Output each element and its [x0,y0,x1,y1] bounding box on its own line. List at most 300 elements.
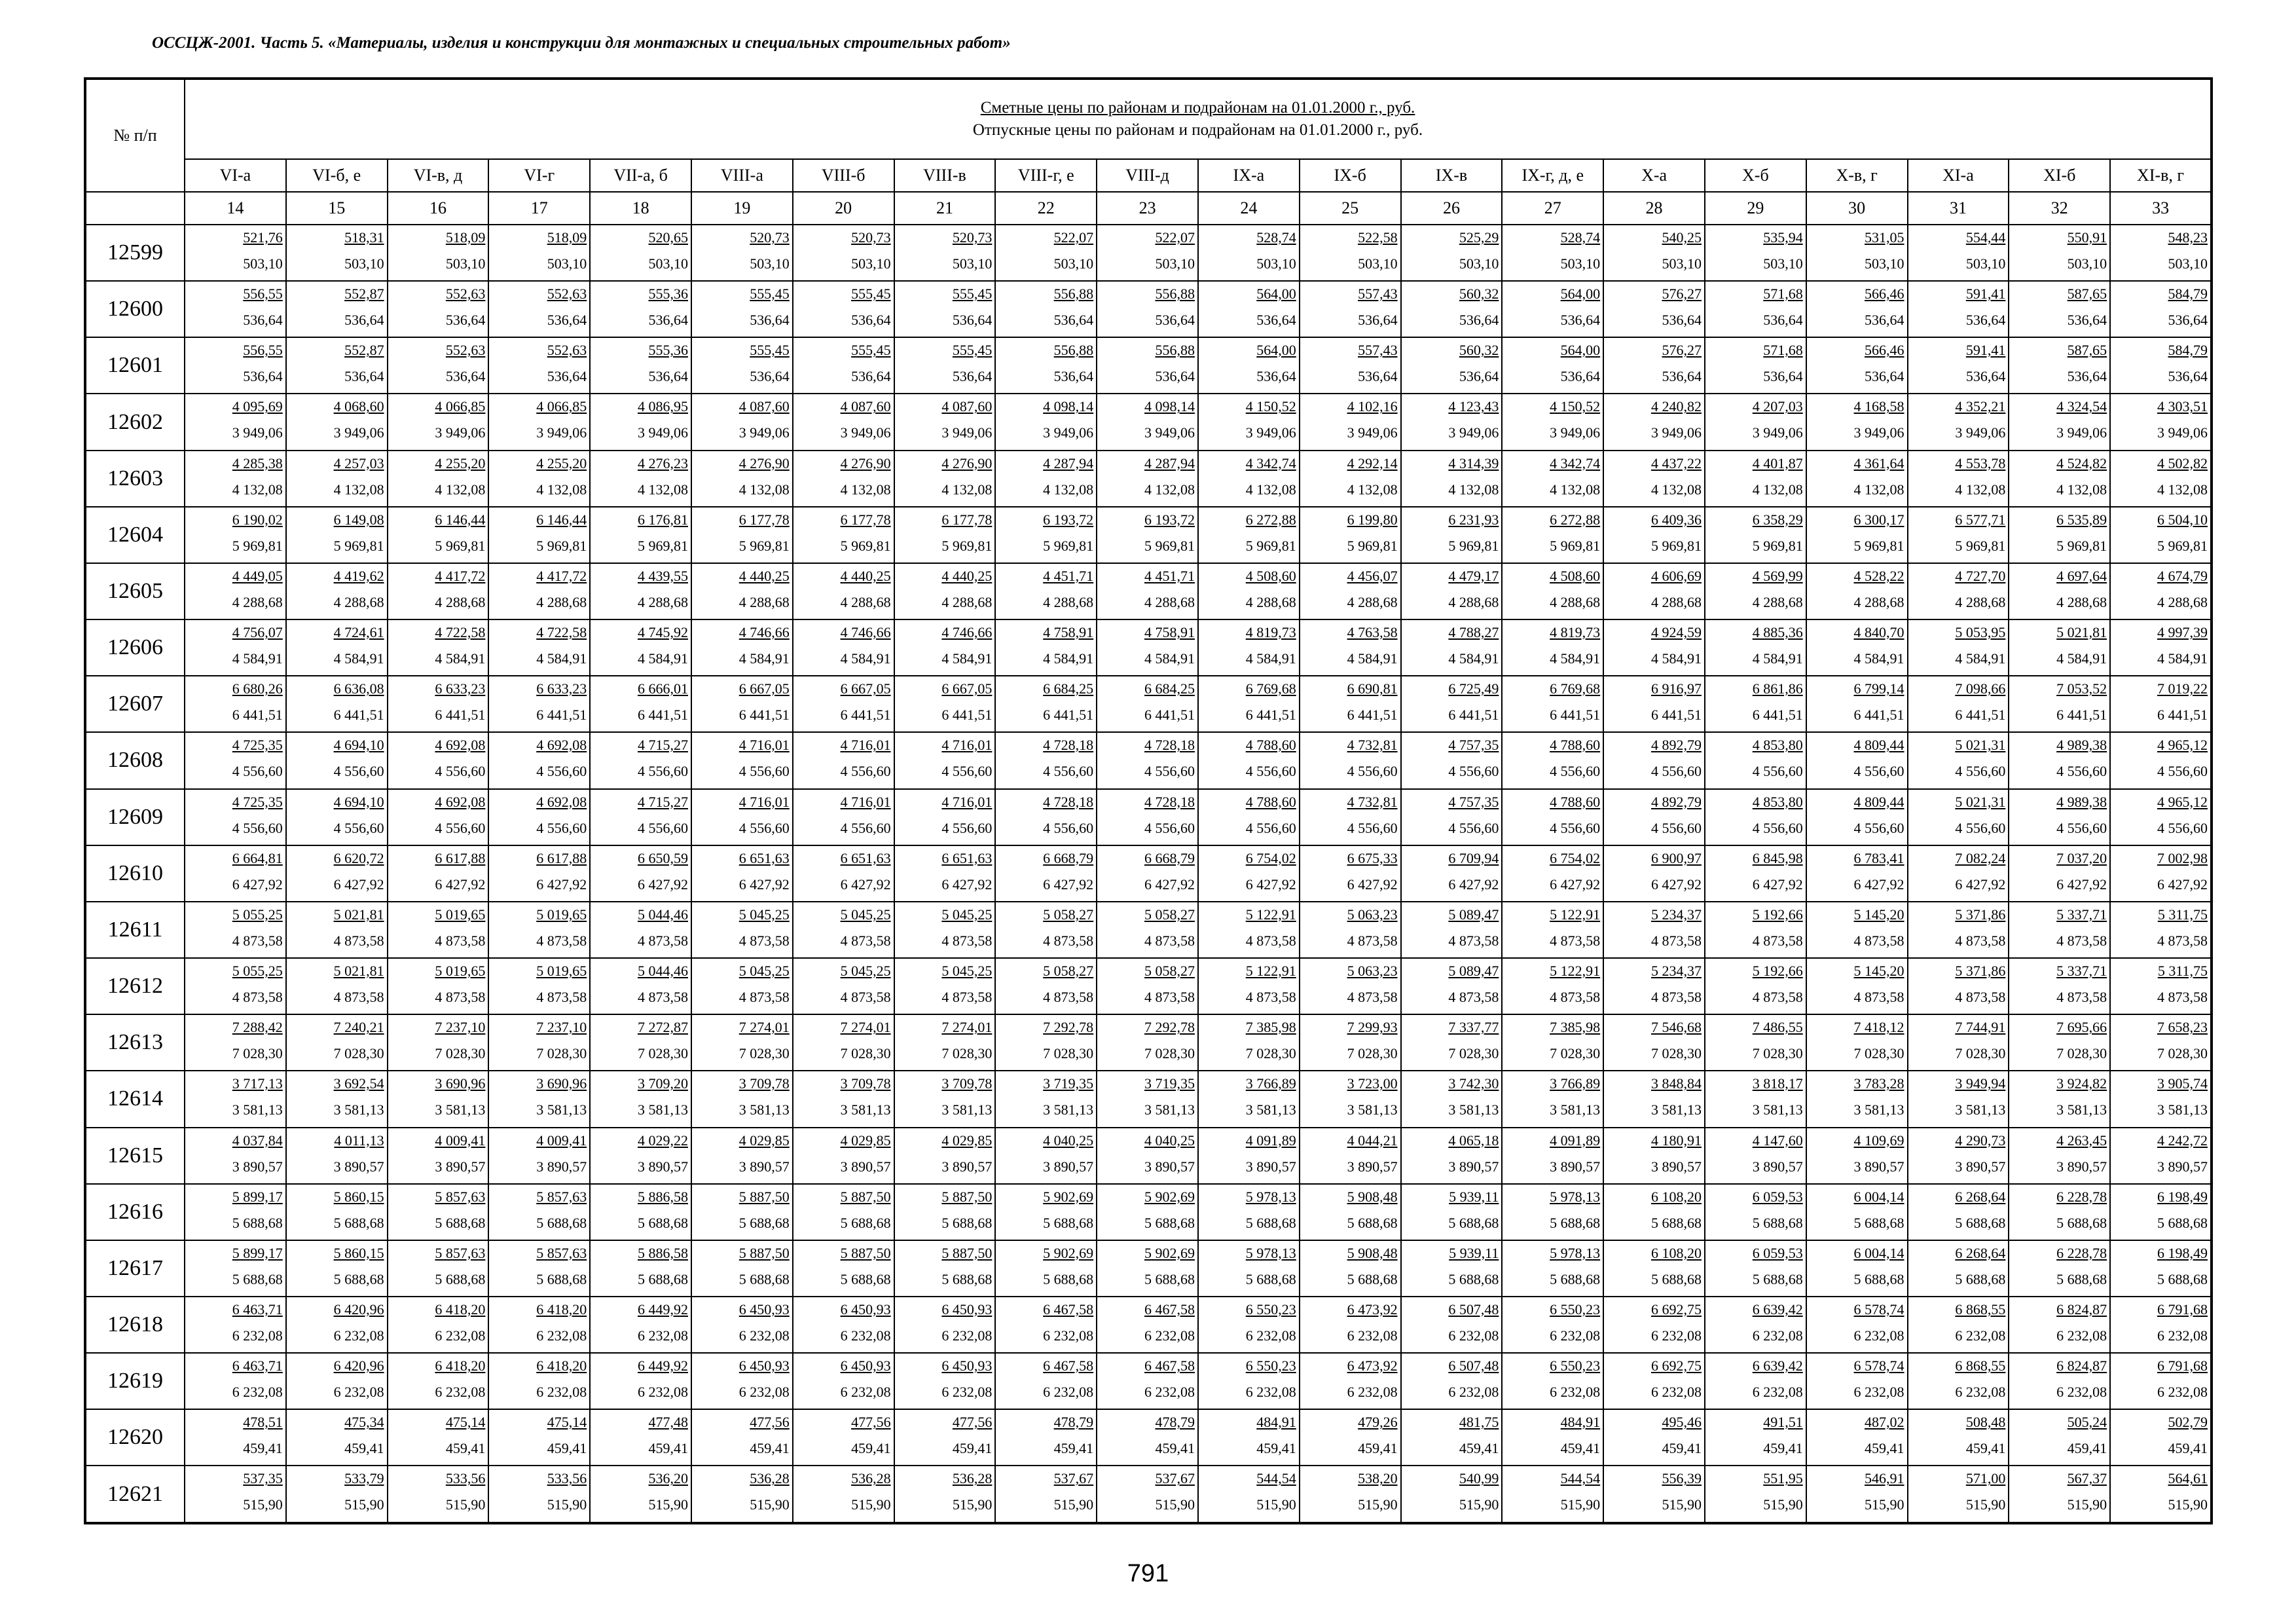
price-cell [995,1409,1097,1466]
price-cell [388,958,489,1014]
table-row [85,1240,2212,1297]
estimated-price: 5 021,81 [333,906,384,923]
price-cell [894,958,996,1014]
column-number: 27 [1502,192,1603,225]
estimated-price: 4 417,72 [536,567,587,584]
release-price: 4 288,68 [840,593,891,610]
release-price: 536,64 [648,312,688,329]
estimated-price: 555,45 [851,342,891,359]
release-price: 6 427,92 [941,876,993,893]
estimated-price: 4 722,58 [435,624,486,641]
estimated-price: 4 419,62 [333,567,384,584]
column-number: 14 [185,192,286,225]
release-price: 459,41 [750,1440,790,1457]
price-cell [1401,394,1503,450]
table-row [85,789,2212,845]
region-header: VI-в, д [388,159,489,192]
release-price: 459,41 [1560,1440,1601,1457]
price-cell [1401,789,1503,845]
release-price: 536,64 [2168,368,2208,385]
price-cell [2110,1240,2212,1297]
price-cell [286,281,388,337]
estimated-price: 5 021,31 [1955,737,2006,754]
estimated-price: 6 617,88 [536,849,587,866]
price-cell [1401,1353,1503,1409]
estimated-price: 4 694,10 [333,793,384,810]
release-price: 3 890,57 [738,1158,790,1175]
release-price: 4 873,58 [333,989,384,1006]
price-cell [1806,732,1908,788]
price-cell [1097,225,1198,281]
release-price: 4 288,68 [1347,593,1398,610]
estimated-price: 5 857,63 [536,1244,587,1261]
release-price: 4 556,60 [1955,763,2006,780]
release-price: 536,64 [2168,312,2208,329]
table-caption [185,79,2212,159]
release-price: 536,64 [445,368,486,385]
estimated-price: 6 725,49 [1448,680,1499,697]
price-cell [590,225,691,281]
release-price: 459,41 [1053,1440,1094,1457]
release-price: 459,41 [1965,1440,2006,1457]
price-cell [793,1297,894,1353]
price-cell [1705,958,1806,1014]
release-price: 6 427,92 [232,876,283,893]
price-cell [1908,225,2009,281]
estimated-price: 4 758,91 [1043,624,1094,641]
release-price: 4 556,60 [333,819,384,836]
estimated-price: 4 123,43 [1448,398,1499,415]
estimated-price: 5 045,25 [941,906,993,923]
release-price: 3 581,13 [435,1101,486,1118]
price-cell [894,507,996,563]
estimated-price: 552,63 [445,342,486,359]
price-cell [793,789,894,845]
price-cell [2110,1071,2212,1127]
release-price: 3 890,57 [637,1158,688,1175]
release-price: 6 232,08 [2157,1384,2208,1401]
release-price: 3 890,57 [2157,1158,2208,1175]
price-cell [1198,451,1300,507]
release-price: 515,90 [1256,1496,1296,1513]
price-cell [793,619,894,676]
estimated-price: 518,09 [547,229,587,246]
estimated-price: 6 617,88 [435,849,486,866]
price-cell [995,225,1097,281]
estimated-price: 535,94 [1763,229,1803,246]
price-cell [995,1240,1097,1297]
release-price: 6 441,51 [1448,707,1499,724]
estimated-price: 4 885,36 [1752,624,1803,641]
release-price: 5 688,68 [1448,1270,1499,1287]
price-cell [1603,394,1705,450]
price-cell [488,281,590,337]
price-cell [1705,1071,1806,1127]
estimated-price: 6 463,71 [232,1301,283,1318]
price-cell [2009,789,2110,845]
estimated-price: 564,00 [1560,342,1601,359]
estimated-price: 6 550,23 [1245,1357,1296,1375]
price-cell [1198,958,1300,1014]
price-cell [1401,958,1503,1014]
price-cell [793,845,894,902]
price-cell [691,1353,793,1409]
release-price: 3 890,57 [1245,1158,1296,1175]
estimated-price: 4 606,69 [1650,567,1702,584]
estimated-price: 508,48 [1965,1414,2006,1431]
release-price: 4 132,08 [333,481,384,498]
price-cell [185,619,286,676]
price-cell [185,732,286,788]
price-cell [2110,1466,2212,1523]
estimated-price: 7 418,12 [1853,1019,1904,1036]
estimated-price: 4 401,87 [1752,454,1803,471]
estimated-price: 5 058,27 [1144,906,1195,923]
estimated-price: 4 692,08 [536,737,587,754]
release-price: 515,90 [750,1496,790,1513]
release-price: 3 581,13 [232,1101,283,1118]
estimated-price: 4 287,94 [1043,454,1094,471]
price-cell [1502,1466,1603,1523]
price-cell [1705,1184,1806,1240]
estimated-price: 5 019,65 [536,963,587,980]
release-price: 4 873,58 [2157,932,2208,949]
price-cell [1097,958,1198,1014]
price-cell [1603,958,1705,1014]
release-price: 3 890,57 [840,1158,891,1175]
release-price: 4 873,58 [1347,989,1398,1006]
price-cell [286,451,388,507]
release-price: 3 949,06 [2157,424,2208,441]
release-price: 4 873,58 [1448,932,1499,949]
estimated-price: 6 690,81 [1347,680,1398,697]
estimated-price: 3 905,74 [2157,1075,2208,1092]
estimated-price: 5 021,81 [2056,624,2107,641]
column-number: 28 [1603,192,1705,225]
estimated-price: 3 692,54 [333,1075,384,1092]
price-cell [388,789,489,845]
column-number-row [85,192,2212,225]
column-number: 23 [1097,192,1198,225]
estimated-price: 6 450,93 [941,1357,993,1375]
price-cell [1806,281,1908,337]
region-header: IX-в [1401,159,1503,192]
estimated-price: 5 887,50 [941,1188,993,1205]
price-cell [793,1128,894,1184]
region-header: X-б [1705,159,1806,192]
estimated-price: 6 176,81 [637,511,688,528]
release-price: 4 132,08 [1043,481,1094,498]
release-price: 4 556,60 [1245,819,1296,836]
price-cell [1806,958,1908,1014]
estimated-price: 6 467,58 [1144,1301,1195,1318]
release-price: 459,41 [2168,1440,2208,1457]
estimated-price: 520,73 [851,229,891,246]
release-price: 3 890,57 [2056,1158,2107,1175]
release-price: 503,10 [1053,255,1094,272]
estimated-price: 544,54 [1256,1470,1296,1487]
estimated-price: 4 086,95 [637,398,688,415]
estimated-price: 4 758,91 [1144,624,1195,641]
estimated-price: 477,48 [648,1414,688,1431]
estimated-price: 522,07 [1053,229,1094,246]
table-row [85,563,2212,619]
price-cell [1097,337,1198,394]
estimated-price: 6 146,44 [536,511,587,528]
price-cell [488,337,590,394]
release-price: 3 890,57 [941,1158,993,1175]
price-cell [1401,337,1503,394]
price-cell [185,451,286,507]
price-cell [1908,281,2009,337]
item-number: 12603 [85,451,185,507]
price-cell [1603,1240,1705,1297]
release-price: 7 028,30 [1144,1045,1195,1062]
price-cell [894,1128,996,1184]
release-price: 503,10 [1256,255,1296,272]
estimated-price: 4 788,60 [1550,737,1601,754]
estimated-price: 4 040,25 [1043,1132,1094,1149]
price-cell [995,902,1097,958]
price-cell [691,732,793,788]
price-cell [793,394,894,450]
release-price: 6 427,92 [637,876,688,893]
release-price: 459,41 [1763,1440,1803,1457]
release-price: 5 969,81 [2157,537,2208,554]
release-price: 459,41 [344,1440,384,1457]
region-header: VI-г [488,159,590,192]
price-cell [388,1297,489,1353]
estimated-price: 6 799,14 [1853,680,1904,697]
price-cell [1502,281,1603,337]
price-cell [488,789,590,845]
release-price: 515,90 [1965,1496,2006,1513]
table-row [85,1466,2212,1523]
release-price: 5 688,68 [840,1270,891,1287]
price-cell [1603,676,1705,732]
price-cell [691,1297,793,1353]
estimated-price: 4 965,12 [2157,793,2208,810]
price-cell [691,789,793,845]
estimated-price: 6 639,42 [1752,1301,1803,1318]
price-cell [388,845,489,902]
release-price: 536,64 [1965,368,2006,385]
estimated-price: 4 732,81 [1347,793,1398,810]
price-cell [1806,1297,1908,1353]
item-number: 12599 [85,225,185,281]
estimated-price: 5 860,15 [333,1244,384,1261]
price-cell [1300,1071,1401,1127]
estimated-price: 5 887,50 [941,1244,993,1261]
release-price: 4 556,60 [941,819,993,836]
release-price: 3 890,57 [435,1158,486,1175]
estimated-price: 4 287,94 [1144,454,1195,471]
release-price: 6 427,92 [1245,876,1296,893]
estimated-price: 7 385,98 [1550,1019,1601,1036]
price-cell [590,902,691,958]
estimated-price: 571,00 [1965,1470,2006,1487]
estimated-price: 4 314,39 [1448,454,1499,471]
release-price: 6 441,51 [232,707,283,724]
estimated-price: 538,20 [1358,1470,1398,1487]
price-cell [1300,563,1401,619]
estimated-price: 4 255,20 [435,454,486,471]
price-cell [1502,732,1603,788]
price-cell [995,1071,1097,1127]
release-price: 6 232,08 [333,1327,384,1344]
estimated-price: 4 029,85 [738,1132,790,1149]
estimated-price: 5 371,86 [1955,963,2006,980]
release-price: 5 969,81 [738,537,790,554]
table-row [85,281,2212,337]
price-cell [1603,1353,1705,1409]
estimated-price: 4 727,70 [1955,567,2006,584]
price-cell [1705,1409,1806,1466]
price-cell [2110,732,2212,788]
release-price: 3 581,13 [1650,1101,1702,1118]
price-cell [1300,1240,1401,1297]
release-price: 7 028,30 [232,1045,283,1062]
table-row [85,225,2212,281]
price-cell [894,1014,996,1071]
price-cell [995,337,1097,394]
price-cell [388,732,489,788]
release-price: 3 949,06 [1448,424,1499,441]
estimated-price: 552,63 [547,342,587,359]
estimated-price: 6 146,44 [435,511,486,528]
release-price: 5 688,68 [2157,1214,2208,1231]
release-price: 5 969,81 [840,537,891,554]
price-cell [488,563,590,619]
price-cell [691,1071,793,1127]
release-price: 7 028,30 [1043,1045,1094,1062]
price-cell [1300,507,1401,563]
release-price: 6 232,08 [2056,1327,2107,1344]
release-price: 4 556,60 [1448,819,1499,836]
release-price: 4 584,91 [536,650,587,667]
estimated-price: 4 276,23 [637,454,688,471]
estimated-price: 6 684,25 [1144,680,1195,697]
price-cell [286,394,388,450]
price-cell [488,845,590,902]
estimated-price: 7 274,01 [941,1019,993,1036]
price-cell [185,789,286,845]
release-price: 3 949,06 [941,424,993,441]
estimated-price: 571,68 [1763,342,1803,359]
price-cell [1705,281,1806,337]
item-number: 12614 [85,1071,185,1127]
estimated-price: 5 371,86 [1955,906,2006,923]
column-number: 33 [2110,192,2212,225]
estimated-price: 522,58 [1358,229,1398,246]
release-price: 5 969,81 [536,537,587,554]
item-number: 12616 [85,1184,185,1240]
price-cell [2009,281,2110,337]
price-cell [1198,1466,1300,1523]
estimated-price: 7 237,10 [435,1019,486,1036]
estimated-price: 4 788,60 [1245,793,1296,810]
price-cell [2009,225,2110,281]
estimated-price: 556,55 [243,342,283,359]
release-price: 4 873,58 [1853,932,1904,949]
estimated-price: 3 818,17 [1752,1075,1803,1092]
release-price: 503,10 [1662,255,1702,272]
estimated-price: 4 724,61 [333,624,384,641]
release-price: 6 441,51 [1752,707,1803,724]
price-cell [1705,1014,1806,1071]
estimated-price: 6 450,93 [840,1357,891,1375]
price-cell [1097,1297,1198,1353]
release-price: 6 232,08 [637,1384,688,1401]
price-cell [1097,507,1198,563]
estimated-price: 556,88 [1053,342,1094,359]
release-price: 515,90 [344,1496,384,1513]
estimated-price: 6 550,23 [1550,1301,1601,1318]
estimated-price: 5 021,81 [333,963,384,980]
price-cell [388,1128,489,1184]
item-number: 12618 [85,1297,185,1353]
estimated-price: 4 066,85 [435,398,486,415]
price-cell [1705,1128,1806,1184]
estimated-price: 536,20 [648,1470,688,1487]
estimated-price: 6 769,68 [1550,680,1601,697]
release-price: 4 556,60 [637,763,688,780]
price-cell [1603,1409,1705,1466]
price-cell [488,1409,590,1466]
release-price: 4 288,68 [2056,593,2107,610]
estimated-price: 5 886,58 [637,1188,688,1205]
price-cell [590,732,691,788]
release-price: 4 288,68 [2157,593,2208,610]
price-cell [1806,507,1908,563]
release-price: 4 288,68 [232,593,283,610]
estimated-price: 495,46 [1662,1414,1702,1431]
estimated-price: 4 853,80 [1752,737,1803,754]
release-price: 503,10 [750,255,790,272]
release-price: 536,64 [1358,312,1398,329]
estimated-price: 4 037,84 [232,1132,283,1149]
price-cell [1603,225,1705,281]
estimated-price: 4 087,60 [738,398,790,415]
release-price: 515,90 [1865,1496,1904,1513]
region-header: IX-б [1300,159,1401,192]
estimated-price: 4 276,90 [738,454,790,471]
estimated-price: 560,32 [1459,286,1499,303]
release-price: 4 873,58 [1347,932,1398,949]
price-cell [691,676,793,732]
price-cell [691,902,793,958]
price-cell [1401,1297,1503,1353]
estimated-price: 518,09 [445,229,486,246]
release-price: 6 441,51 [1144,707,1195,724]
release-price: 5 688,68 [435,1270,486,1287]
price-cell [1908,1128,2009,1184]
price-cell [995,732,1097,788]
estimated-price: 6 449,92 [637,1301,688,1318]
price-cell [1097,676,1198,732]
release-price: 6 232,08 [1650,1384,1702,1401]
estimated-price: 7 274,01 [738,1019,790,1036]
price-cell [1198,1240,1300,1297]
table-row [85,1128,2212,1184]
price-cell [488,619,590,676]
price-cell [1908,1466,2009,1523]
estimated-price: 4 066,85 [536,398,587,415]
estimated-price: 4 091,89 [1550,1132,1601,1149]
price-cell [1198,732,1300,788]
price-cell [185,902,286,958]
estimated-price: 554,44 [1965,229,2006,246]
